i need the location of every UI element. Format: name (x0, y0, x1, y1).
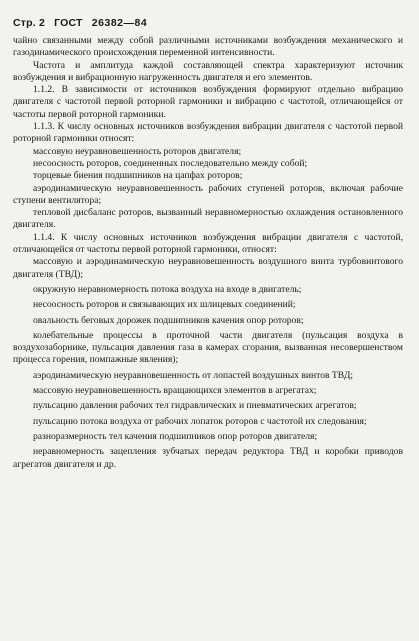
list-item: торцевые биения подшипников на цапфах роторов; (33, 170, 243, 182)
standard-number: 26382—84 (91, 17, 148, 29)
list-item: аэродинамическую неуравновешенность рабочих ступеней роторов, включая рабочие ступени вентилятора; (13, 182, 403, 206)
list-item: несоосность роторов и связывающих их шлицевых соединений; (33, 299, 296, 311)
list-item: неравномерность зацепления зубчатых передач редуктора ТВД и коробки приводов агрегатов двигателя и др. (13, 446, 403, 470)
page-label: Стр. 2 (13, 17, 46, 29)
list-item: пульсацию потока воздуха от рабочих лопаток роторов с частотой их следования; (33, 415, 367, 427)
clause-1-1-3: 1.1.3. К числу основных источников возбуждения вибрации двигателя с частотой первой роторной гармоники относят: (13, 121, 403, 145)
list-item: массовую неуравновешенность роторов двигателя; (33, 145, 242, 157)
standard-label: ГОСТ (54, 17, 83, 29)
clause-1-1-4: 1.1.4. К числу основных источников возбуждения вибрации двигателя с частотой, отличающейся от частоты первой роторной гармоники, относят: (13, 231, 403, 256)
list-item: колебательные процессы в проточной части двигателя (пульсация воздуха в воздухозаборнике, пульсация давления газа в камерах сгорания, вызванная несовершенством процесса горения, помпажные явления); (13, 329, 403, 366)
paragraph: чайно связанными между собой различными источниками возбуждения механического и газодинамического происхождения переменной интенсивности. (13, 35, 403, 59)
list-item: аэродинамическую неуравновешенность от лопастей воздушных винтов ТВД; (33, 369, 354, 381)
list-item: массовую и аэродинамическую неуравновешенность воздушного винта турбовинтового двигателя (ТВД); (13, 256, 403, 280)
list-item: разноразмерность тел качения подшипников опор роторов двигателя; (33, 430, 318, 442)
clause-1-1-2: 1.1.2. В зависимости от источников возбуждения формируют отдельно вибрацию двигателя с частотой первой роторной гармоники и вибрацию с частотой, отличающейся от частоты первой роторной гармоники. (13, 84, 403, 120)
list-item: пульсацию давления рабочих тел гидравлических и пневматических агрегатов; (33, 400, 357, 412)
body-text (13, 35, 403, 471)
list-item: несоосность роторов, соединенных последовательно между собой; (33, 157, 308, 169)
list-item: овальность беговых дорожек подшипников качения опор роторов; (33, 314, 304, 326)
list-item: окружную неравномерность потока воздуха на входе в двигатель; (33, 283, 302, 295)
list-item: массовую неуравновешенность вращающихся элементов в агрегатах; (33, 385, 317, 397)
list-item: тепловой дисбаланс роторов, вызванный неравномерностью охлаждения остановленного двигателя. (13, 207, 403, 231)
paragraph: Частота и амплитуда каждой составляющей спектра характеризуют источник возбуждения и вибрационную нагруженность двигателя и его элементов. (13, 59, 403, 83)
page-header (13, 14, 403, 32)
